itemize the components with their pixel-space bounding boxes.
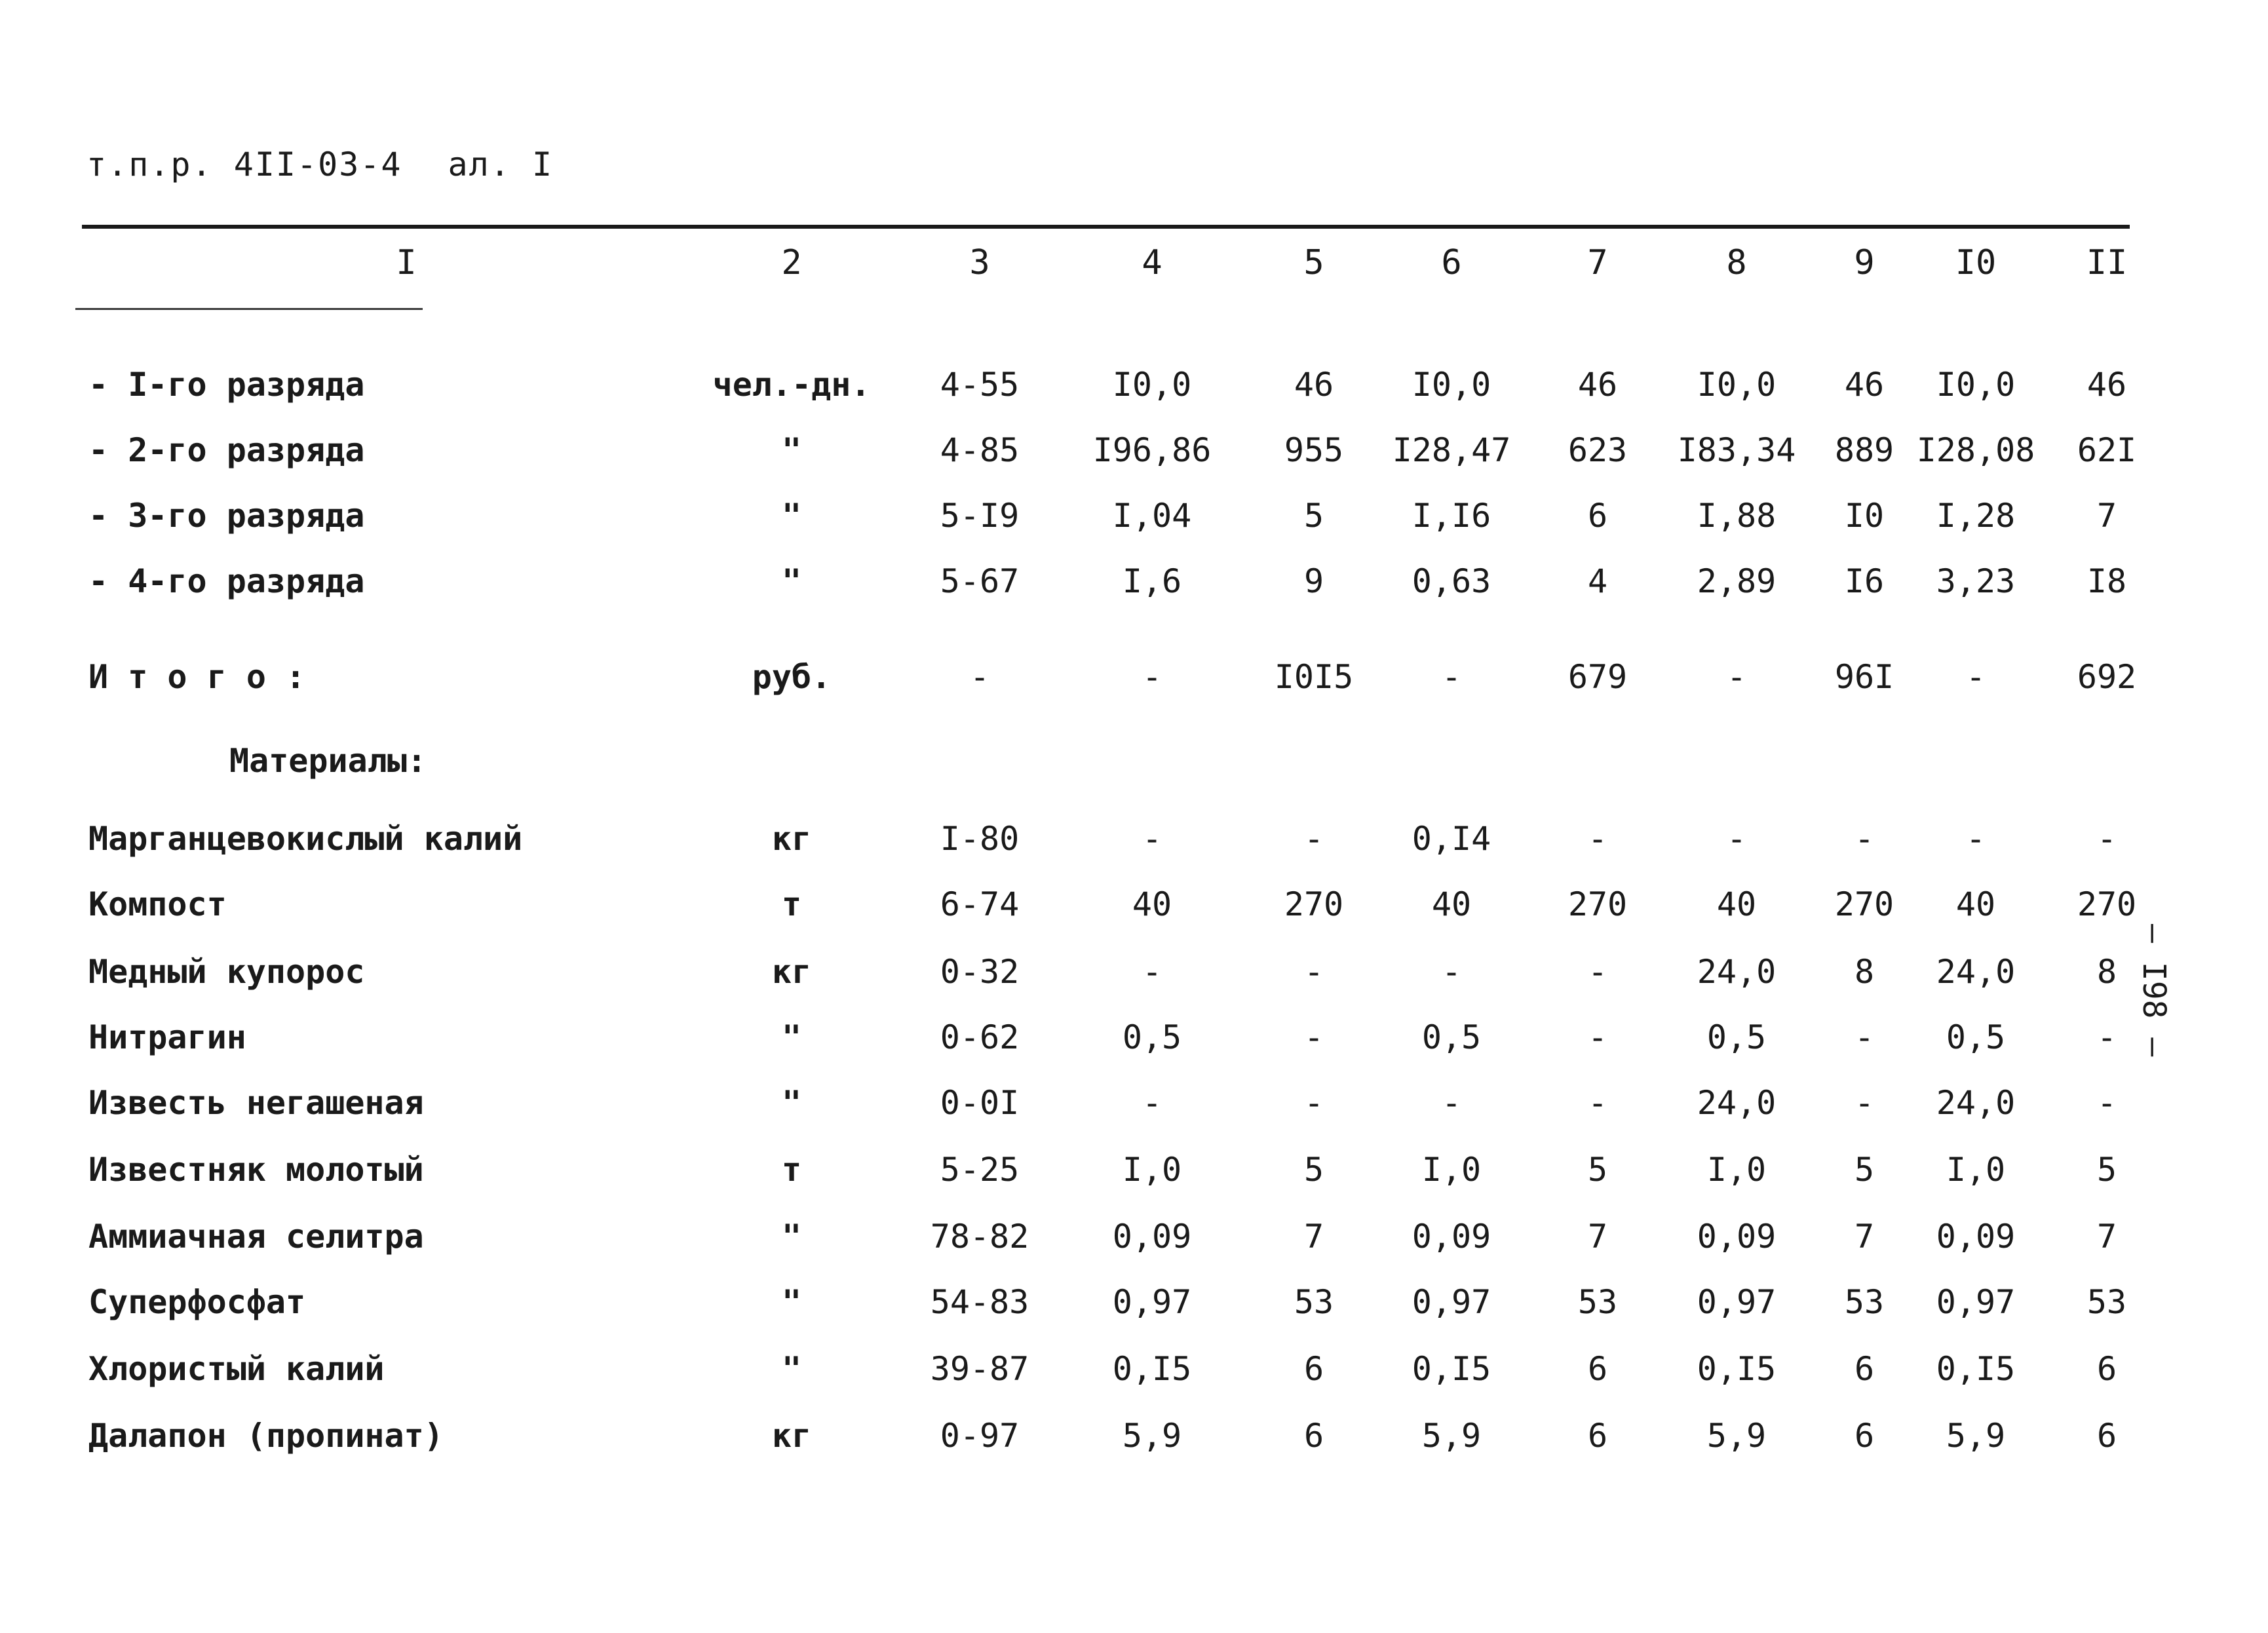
material-row-cell: 0,97	[1936, 1283, 2016, 1321]
material-row-cell: 5	[1854, 1151, 1875, 1189]
material-row-cell: 53	[1294, 1283, 1334, 1321]
material-row-cell: 24,0	[1697, 953, 1777, 991]
table-row-cell: 679	[1567, 658, 1628, 696]
page-number: – I98 –	[2136, 924, 2172, 1057]
material-row-cell: 8	[2096, 953, 2117, 991]
material-row-cell: 6-74	[940, 885, 1020, 923]
table-row-cell: I,88	[1697, 497, 1777, 535]
column-header-6: 6	[1441, 243, 1462, 282]
material-row-cell: 0-62	[940, 1018, 1020, 1056]
material-row-cell: 24,0	[1936, 1084, 2016, 1122]
sheet-label: ал. I	[448, 145, 554, 183]
section-title-materials: Материалы:	[229, 742, 427, 780]
material-row-cell: 5	[1303, 1151, 1324, 1189]
table-row-cell: 955	[1284, 431, 1344, 469]
material-row-cell: I,0	[1122, 1151, 1182, 1189]
table-row-cell: I96,86	[1092, 431, 1212, 469]
table-row-cell: I83,34	[1677, 431, 1796, 469]
material-row-cell: -	[1303, 820, 1324, 858]
material-row-cell: 0,5	[1946, 1018, 2006, 1056]
material-row-cell: 40	[1431, 885, 1472, 923]
material-row-cell: 7	[1587, 1218, 1608, 1256]
material-row-cell: 5,9	[1946, 1417, 2006, 1455]
material-row-cell: -	[1854, 1018, 1875, 1056]
material-row-cell: 0-0I	[940, 1084, 1020, 1122]
table-row-cell: 46	[1294, 366, 1334, 404]
table-row-label: - 3-го разряда	[88, 497, 365, 535]
material-row-cell: 54-83	[930, 1283, 1029, 1321]
material-row-cell: -	[2096, 1018, 2117, 1056]
table-row-cell: I,I6	[1412, 497, 1491, 535]
table-row-cell: 4	[1587, 562, 1608, 600]
table-row-cell: 5	[1303, 497, 1324, 535]
table-row-cell: I0,0	[1697, 366, 1777, 404]
table-row-label: - 2-го разряда	[88, 431, 365, 469]
material-row-label: Компост	[88, 885, 227, 923]
material-row-cell: 53	[1577, 1283, 1618, 1321]
material-row-cell: 0,5	[1122, 1018, 1182, 1056]
table-row-cell: 4-55	[940, 366, 1020, 404]
material-row-label: Суперфосфат	[88, 1283, 306, 1321]
material-row-cell: 0,5	[1706, 1018, 1767, 1056]
material-row-cell: -	[1142, 953, 1163, 991]
material-row-cell: 6	[2096, 1350, 2117, 1388]
column-header-2: 2	[781, 243, 802, 282]
material-row-cell: 0,97	[1112, 1283, 1192, 1321]
material-row-cell: 6	[1854, 1350, 1875, 1388]
material-row-cell: 7	[1854, 1218, 1875, 1256]
table-row-unit: чел.-дн.	[712, 366, 871, 404]
material-row-unit: кг	[771, 1417, 812, 1455]
table-row-cell: I28,08	[1916, 431, 2035, 469]
table-row-unit: "	[781, 431, 802, 469]
material-row-cell: -	[1587, 953, 1608, 991]
material-row-unit: кг	[771, 953, 812, 991]
document-code: т.п.р. 4II-03-4	[86, 145, 402, 183]
material-row-cell: 270	[2077, 885, 2137, 923]
column-header-11: II	[2086, 243, 2128, 282]
material-row-cell: 6	[1854, 1417, 1875, 1455]
table-row-cell: 692	[2077, 658, 2137, 696]
table-row-cell: 3,23	[1936, 562, 2016, 600]
table-row-cell: I0,0	[1936, 366, 2016, 404]
material-row-cell: 6	[1303, 1417, 1324, 1455]
table-row-cell: 5-67	[940, 562, 1020, 600]
material-row-cell: -	[1142, 820, 1163, 858]
column-header-4: 4	[1142, 243, 1163, 282]
material-row-unit: "	[781, 1218, 802, 1256]
material-row-cell: -	[1587, 820, 1608, 858]
material-row-cell: 0,I4	[1412, 820, 1491, 858]
material-row-cell: 5,9	[1421, 1417, 1482, 1455]
table-row-cell: I0I5	[1274, 658, 1354, 696]
material-row-cell: 40	[1132, 885, 1172, 923]
table-row-cell: 5-I9	[940, 497, 1020, 535]
table-row-label: И т о г о :	[88, 658, 306, 696]
material-row-label: Далапон (пропинат)	[88, 1417, 444, 1455]
table-row-cell: 46	[1844, 366, 1885, 404]
table-row-cell: 62I	[2077, 431, 2137, 469]
material-row-cell: 0,I5	[1112, 1350, 1192, 1388]
material-row-cell: 40	[1716, 885, 1757, 923]
material-row-cell: 6	[1303, 1350, 1324, 1388]
material-row-unit: "	[781, 1350, 802, 1388]
table-row-cell: 96I	[1834, 658, 1894, 696]
column-header-5: 5	[1303, 243, 1324, 282]
material-row-label: Хлористый калий	[88, 1350, 385, 1388]
material-row-cell: -	[1965, 820, 1986, 858]
material-row-cell: I,0	[1946, 1151, 2006, 1189]
table-row-unit: "	[781, 497, 802, 535]
material-row-cell: 5	[1587, 1151, 1608, 1189]
table-row-cell: 623	[1567, 431, 1628, 469]
material-row-cell: -	[1854, 1084, 1875, 1122]
material-row-cell: -	[1303, 1084, 1324, 1122]
material-row-cell: -	[2096, 1084, 2117, 1122]
material-row-cell: 270	[1834, 885, 1894, 923]
table-row-cell: 0,63	[1412, 562, 1491, 600]
column-header-10: I0	[1955, 243, 1997, 282]
material-row-cell: I,0	[1421, 1151, 1482, 1189]
table-row-cell: I8	[2086, 562, 2127, 600]
material-row-cell: -	[1587, 1018, 1608, 1056]
material-row-label: Нитрагин	[88, 1018, 246, 1056]
column-header-9: 9	[1854, 243, 1875, 282]
material-row-cell: 5,9	[1122, 1417, 1182, 1455]
material-row-cell: 7	[2096, 1218, 2117, 1256]
table-row-cell: I28,47	[1392, 431, 1511, 469]
material-row-cell: -	[1854, 820, 1875, 858]
material-row-cell: 78-82	[930, 1218, 1029, 1256]
table-row-unit: "	[781, 562, 802, 600]
material-row-cell: 0,I5	[1412, 1350, 1491, 1388]
material-row-cell: -	[1441, 953, 1462, 991]
material-row-cell: 6	[2096, 1417, 2117, 1455]
column-header-8: 8	[1726, 243, 1747, 282]
column-header-7: 7	[1587, 243, 1608, 282]
table-row-cell: 9	[1303, 562, 1324, 600]
material-row-cell: 0,I5	[1697, 1350, 1777, 1388]
table-row-cell: -	[1726, 658, 1747, 696]
material-row-unit: т	[781, 885, 802, 923]
table-row-cell: 6	[1587, 497, 1608, 535]
column-header-1: I	[396, 243, 417, 282]
table-row-cell: 46	[1577, 366, 1618, 404]
material-row-cell: 5-25	[940, 1151, 1020, 1189]
material-row-cell: 270	[1284, 885, 1344, 923]
material-row-cell: 0,09	[1412, 1218, 1491, 1256]
table-row-cell: 2,89	[1697, 562, 1777, 600]
table-row-cell: I0,0	[1412, 366, 1491, 404]
material-row-cell: 24,0	[1697, 1084, 1777, 1122]
material-row-cell: 0,09	[1936, 1218, 2016, 1256]
table-row-cell: -	[1441, 658, 1462, 696]
document-header	[86, 145, 553, 183]
material-row-cell: 8	[1854, 953, 1875, 991]
material-row-cell: -	[1726, 820, 1747, 858]
material-row-cell: I-80	[940, 820, 1020, 858]
material-row-cell: 6	[1587, 1417, 1608, 1455]
material-row-label: Известь негашеная	[88, 1084, 424, 1122]
material-row-cell: 5	[2096, 1151, 2117, 1189]
material-row-cell: -	[1303, 953, 1324, 991]
table-row-cell: I6	[1844, 562, 1885, 600]
material-row-cell: 5,9	[1706, 1417, 1767, 1455]
material-row-cell: 0,5	[1421, 1018, 1482, 1056]
material-row-cell: 0,I5	[1936, 1350, 2016, 1388]
material-row-cell: 39-87	[930, 1350, 1029, 1388]
material-row-cell: 0,97	[1697, 1283, 1777, 1321]
material-row-cell: -	[1303, 1018, 1324, 1056]
table-row-cell: -	[1965, 658, 1986, 696]
material-row-cell: 53	[1844, 1283, 1885, 1321]
material-row-cell: -	[2096, 820, 2117, 858]
material-row-cell: 40	[1955, 885, 1996, 923]
table-row-cell: I,04	[1112, 497, 1192, 535]
material-row-cell: 0,97	[1412, 1283, 1491, 1321]
table-row-cell: -	[1142, 658, 1163, 696]
material-row-label: Известняк молотый	[88, 1151, 424, 1189]
column-header-3: 3	[969, 243, 990, 282]
material-row-unit: "	[781, 1084, 802, 1122]
material-row-cell: I,0	[1706, 1151, 1767, 1189]
material-row-cell: 0,09	[1112, 1218, 1192, 1256]
header-underline	[75, 308, 423, 310]
table-row-cell: 46	[2086, 366, 2127, 404]
material-row-unit: т	[781, 1151, 802, 1189]
material-row-cell: 0-32	[940, 953, 1020, 991]
table-row-cell: I,28	[1936, 497, 2016, 535]
material-row-cell: 6	[1587, 1350, 1608, 1388]
material-row-cell: 53	[2086, 1283, 2127, 1321]
material-row-cell: 24,0	[1936, 953, 2016, 991]
table-row-cell: 4-85	[940, 431, 1020, 469]
material-row-cell: 0,09	[1697, 1218, 1777, 1256]
material-row-cell: 0-97	[940, 1417, 1020, 1455]
table-row-cell: -	[969, 658, 990, 696]
material-row-unit: кг	[771, 820, 812, 858]
material-row-cell: 7	[1303, 1218, 1324, 1256]
table-row-cell: I0	[1844, 497, 1885, 535]
table-top-rule	[82, 225, 2130, 229]
table-row-label: - 4-го разряда	[88, 562, 365, 600]
material-row-unit: "	[781, 1283, 802, 1321]
material-row-cell: -	[1441, 1084, 1462, 1122]
material-row-label: Марганцевокислый калий	[88, 820, 523, 858]
table-row-cell: I,6	[1122, 562, 1182, 600]
material-row-label: Аммиачная селитра	[88, 1218, 424, 1256]
material-row-label: Медный купорос	[88, 953, 365, 991]
table-row-label: - I-го разряда	[88, 366, 365, 404]
material-row-cell: 270	[1567, 885, 1628, 923]
table-row-cell: I0,0	[1112, 366, 1192, 404]
material-row-cell: -	[1142, 1084, 1163, 1122]
material-row-cell: -	[1587, 1084, 1608, 1122]
material-row-unit: "	[781, 1018, 802, 1056]
table-row-cell: 7	[2096, 497, 2117, 535]
table-row-unit: руб.	[752, 658, 832, 696]
table-row-cell: 889	[1834, 431, 1894, 469]
